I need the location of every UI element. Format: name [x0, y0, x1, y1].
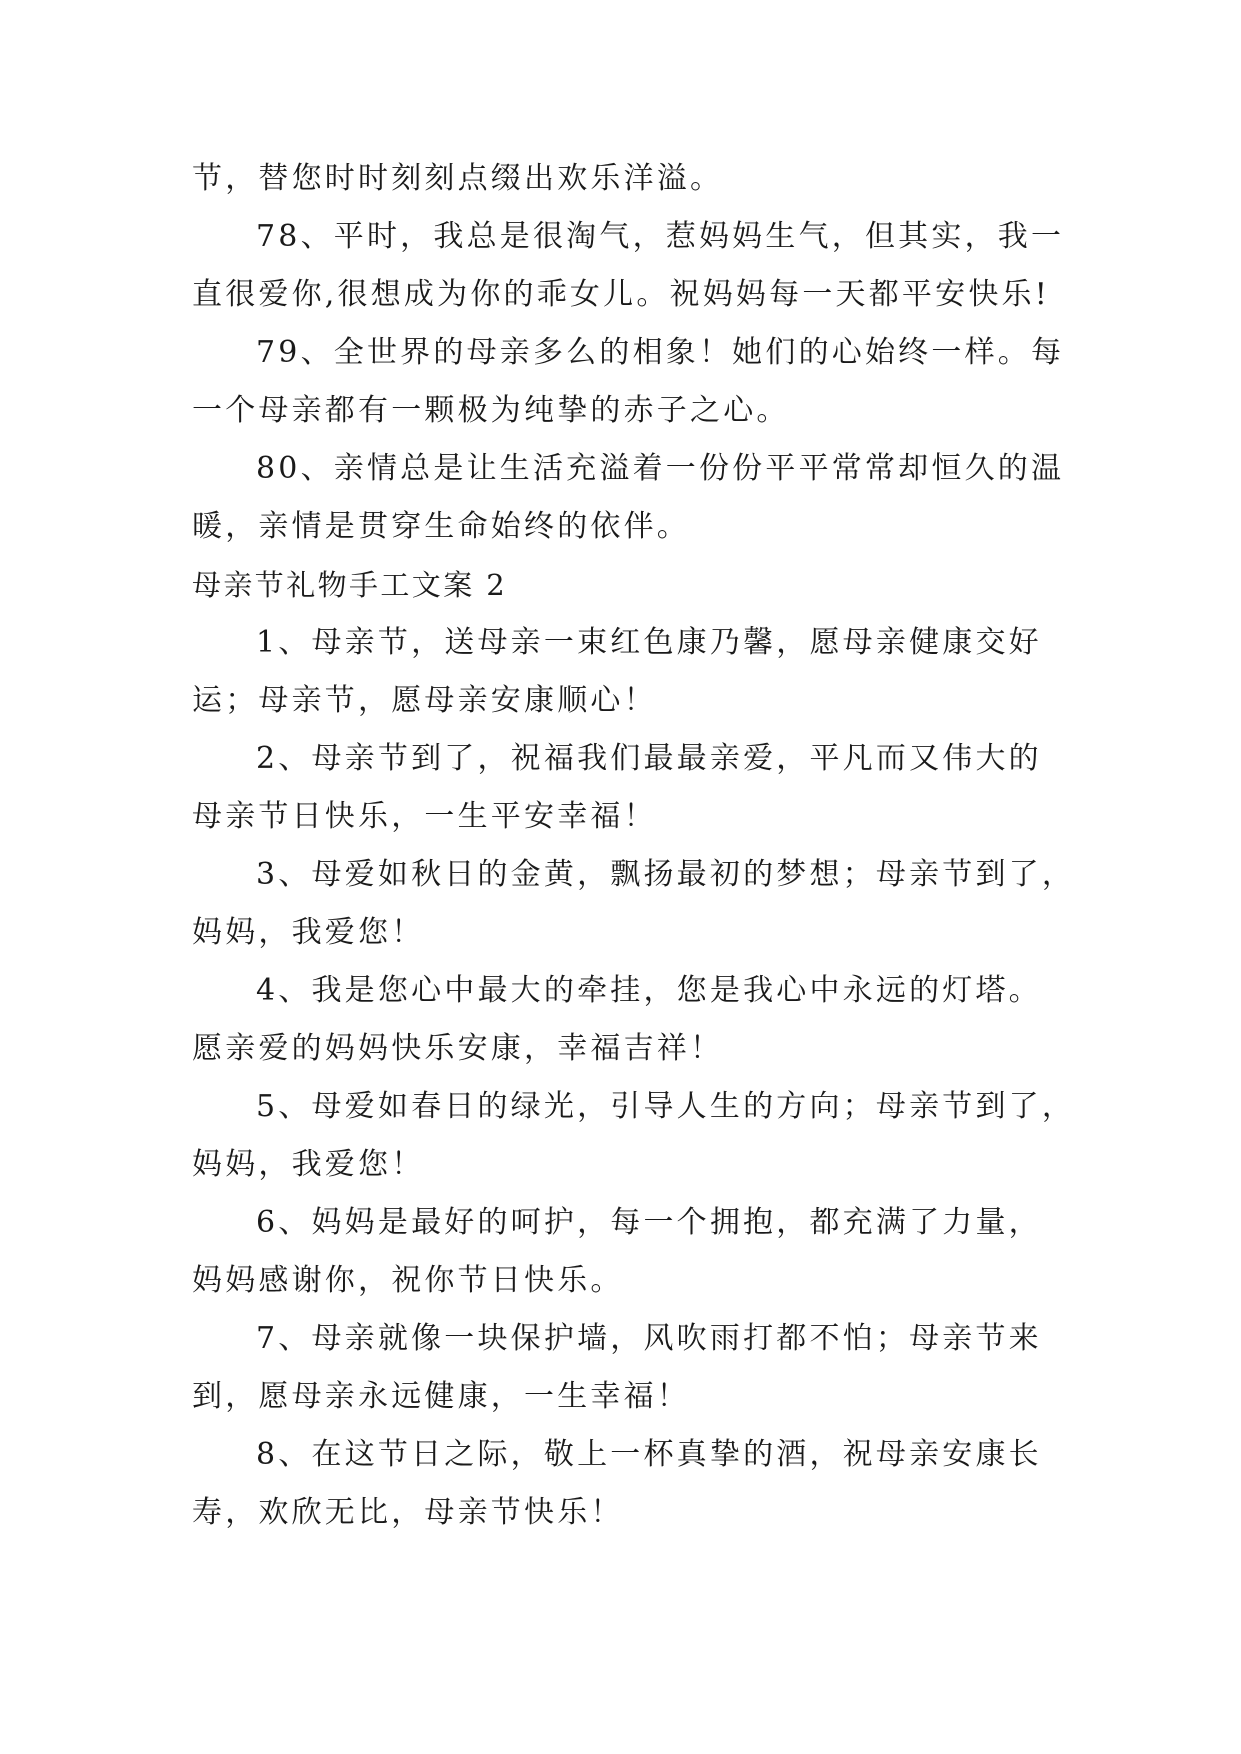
paragraph-line: 到，愿母亲永远健康，一生幸福！: [192, 1379, 690, 1414]
paragraph: [192, 324, 1065, 440]
paragraph-line: 3、母爱如秋日的金黄，飘扬最初的梦想；母亲节到了，: [256, 857, 1076, 892]
paragraph: [192, 614, 1062, 730]
paragraph-line: 4、我是您心中最大的牵挂，您是我心中永远的灯塔。: [256, 973, 1042, 1008]
paragraph-line: 79、全世界的母亲多么的相象！她们的心始终一样。每: [256, 335, 1065, 370]
section-heading-text: 母亲节礼物手工文案 2: [192, 568, 508, 602]
paragraph-line: 愿亲爱的妈妈快乐安康，幸福吉祥！: [192, 1031, 724, 1066]
paragraph: [192, 440, 1065, 556]
paragraph-line: 节，替您时时刻刻点缀出欢乐洋溢。: [192, 161, 724, 196]
paragraph-line: 78、平时，我总是很淘气，惹妈妈生气，但其实，我一: [256, 219, 1065, 254]
paragraph-line: 母亲节日快乐，一生平安幸福！: [192, 799, 657, 834]
paragraph: [192, 730, 1062, 846]
paragraph-line: 妈妈，我爱您！: [192, 1147, 425, 1182]
paragraph: [192, 1310, 1062, 1426]
paragraph: [192, 1194, 1062, 1310]
paragraph-line: 1、母亲节，送母亲一束红色康乃馨，愿母亲健康交好: [256, 625, 1042, 660]
paragraph-line: 妈妈感谢你，祝你节日快乐。: [192, 1263, 624, 1298]
paragraph: [192, 962, 1062, 1078]
paragraph: [192, 1078, 1076, 1194]
section-heading: [192, 556, 1062, 614]
paragraph-line: 8、在这节日之际，敬上一杯真挚的酒，祝母亲安康长: [256, 1437, 1042, 1472]
document-page: [192, 150, 1076, 1542]
paragraph: [192, 846, 1076, 962]
paragraph-line: 5、母爱如春日的绿光，引导人生的方向；母亲节到了，: [256, 1089, 1076, 1124]
paragraph-line: 妈妈，我爱您！: [192, 915, 425, 950]
paragraph-line: 运；母亲节，愿母亲安康顺心！: [192, 683, 657, 718]
paragraph-line: 7、母亲就像一块保护墙，风吹雨打都不怕；母亲节来: [256, 1321, 1042, 1356]
paragraph: [192, 208, 1065, 324]
paragraph-line: 暖，亲情是贯穿生命始终的依伴。: [192, 509, 690, 544]
paragraph-line: 2、母亲节到了，祝福我们最最亲爱，平凡而又伟大的: [256, 741, 1042, 776]
paragraph-line: 80、亲情总是让生活充溢着一份份平平常常却恒久的温: [256, 451, 1065, 486]
paragraph-line: 6、妈妈是最好的呵护，每一个拥抱，都充满了力量，: [256, 1205, 1042, 1240]
paragraph-line: 直很爱你,很想成为你的乖女儿。祝妈妈每一天都平安快乐!: [192, 277, 1050, 312]
paragraph-line: 一个母亲都有一颗极为纯挚的赤子之心。: [192, 393, 790, 428]
paragraph: [192, 150, 1062, 208]
paragraph: [192, 1426, 1062, 1542]
paragraph-line: 寿，欢欣无比，母亲节快乐！: [192, 1495, 624, 1530]
